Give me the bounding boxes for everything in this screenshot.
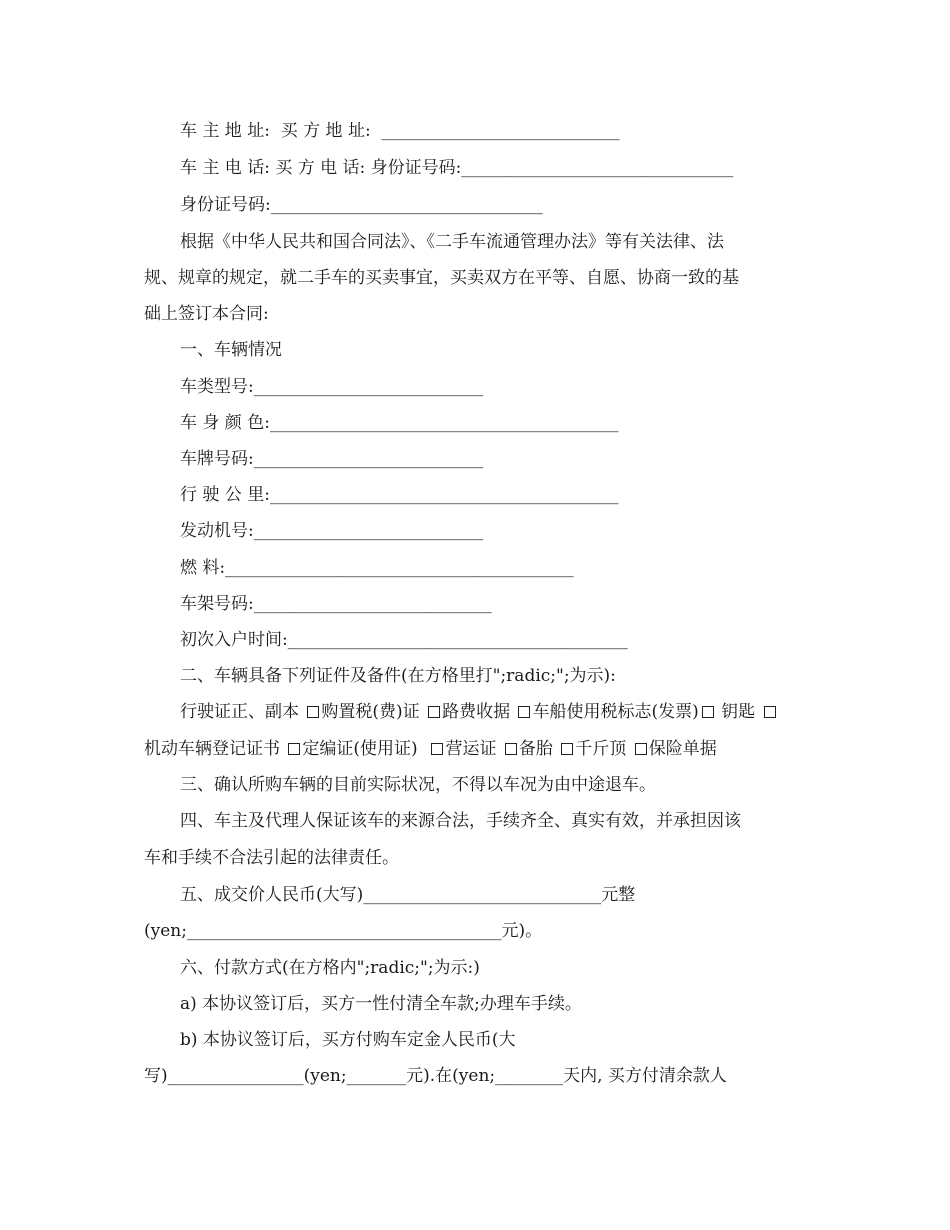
intro-line-2: 规、规章的规定，就二手车的买卖事宜，买卖双方在平等、自愿、协商一致的基 <box>144 268 739 288</box>
id-number-line: 身份证号码:________________________________ <box>180 195 543 215</box>
checkbox-jack[interactable] <box>561 743 573 755</box>
checkbox-spare-tire[interactable] <box>505 743 517 755</box>
section-4-line-2: 车和手续不合法引起的法律责任。 <box>144 848 399 868</box>
payment-option-b-line-1: b) 本协议签订后，买方付购车定金人民币(大 <box>180 1030 516 1050</box>
engine-number-field: 发动机号:___________________________ <box>180 521 484 541</box>
certificate-list-line-1 <box>180 700 778 724</box>
section-4-line-1: 四、车主及代理人保证该车的来源合法，手续齐全、真实有效，并承担因该 <box>180 811 741 831</box>
cert-item: 行驶证正、副本 <box>180 702 305 722</box>
intro-line-3: 础上签订本合同: <box>144 304 269 324</box>
owner-address-line: 车 主 地 址: 买 方 地 址: ____________________________ <box>180 121 620 141</box>
payment-option-b-line-2: 写)________________(yen;_______元).在(yen;________天内, 买方付清余款人 <box>144 1066 727 1086</box>
cert-item: 营运证 <box>445 739 502 759</box>
certificate-list-line-2 <box>144 737 717 761</box>
section-2-heading: 二、车辆具备下列证件及备件(在方格里打";radic;";为示): <box>180 666 616 686</box>
checkbox-purchase-tax[interactable] <box>307 706 319 718</box>
cert-item: 定编证(使用证) <box>302 739 429 759</box>
cert-item: 保险单据 <box>648 739 717 759</box>
checkbox-keys[interactable] <box>702 706 714 718</box>
body-color-field: 车 身 颜 色:_________________________________________ <box>180 413 619 433</box>
checkbox-insurance[interactable] <box>635 743 647 755</box>
cert-item: 机动车辆登记证书 <box>144 739 286 759</box>
checkbox-toll-receipt[interactable] <box>428 706 440 718</box>
vehicle-model-field: 车类型号:___________________________ <box>180 377 484 397</box>
first-registration-field: 初次入户时间:________________________________________ <box>180 630 628 650</box>
section-5-price-words: 五、成交价人民币(大写)____________________________元整 <box>180 885 636 905</box>
cert-item: 购置税(费)证 <box>321 702 426 722</box>
intro-line-1: 根据《中华人民共和国合同法》、《二手车流通管理办法》等有关法律、法 <box>180 232 724 252</box>
payment-option-a: a) 本协议签订后，买方一性付清全车款;办理车手续。 <box>180 994 582 1014</box>
checkbox-vehicle-tax-sticker[interactable] <box>518 706 530 718</box>
section-3-text: 三、确认所购车辆的目前实际状况，不得以车况为由中途退车。 <box>180 775 656 795</box>
cert-item: 千斤顶 <box>575 739 632 759</box>
section-6-heading: 六、付款方式(在方格内";radic;";为示:) <box>180 958 480 978</box>
checkbox-registration-certificate[interactable] <box>764 706 776 718</box>
cert-item: 备胎 <box>518 739 559 759</box>
cert-item: 路费收据 <box>442 702 516 722</box>
fuel-field: 燃 料:_________________________________________ <box>180 558 574 578</box>
cert-item: 钥匙 <box>715 702 761 722</box>
section-1-heading: 一、车辆情况 <box>180 340 282 360</box>
checkbox-seating-certificate[interactable] <box>288 743 300 755</box>
section-5-price-figures: (yen;_____________________________________元)。 <box>144 921 543 941</box>
frame-number-field: 车架号码:____________________________ <box>180 594 492 614</box>
cert-item: 车船使用税标志(发票) <box>532 702 699 722</box>
mileage-field: 行 驶 公 里:_________________________________________ <box>180 485 619 505</box>
owner-phone-line: 车 主 电 话: 买 方 电 话: 身份证号码:________________________________ <box>180 158 734 178</box>
plate-number-field: 车牌号码:___________________________ <box>180 449 484 469</box>
checkbox-operating-permit[interactable] <box>431 743 443 755</box>
